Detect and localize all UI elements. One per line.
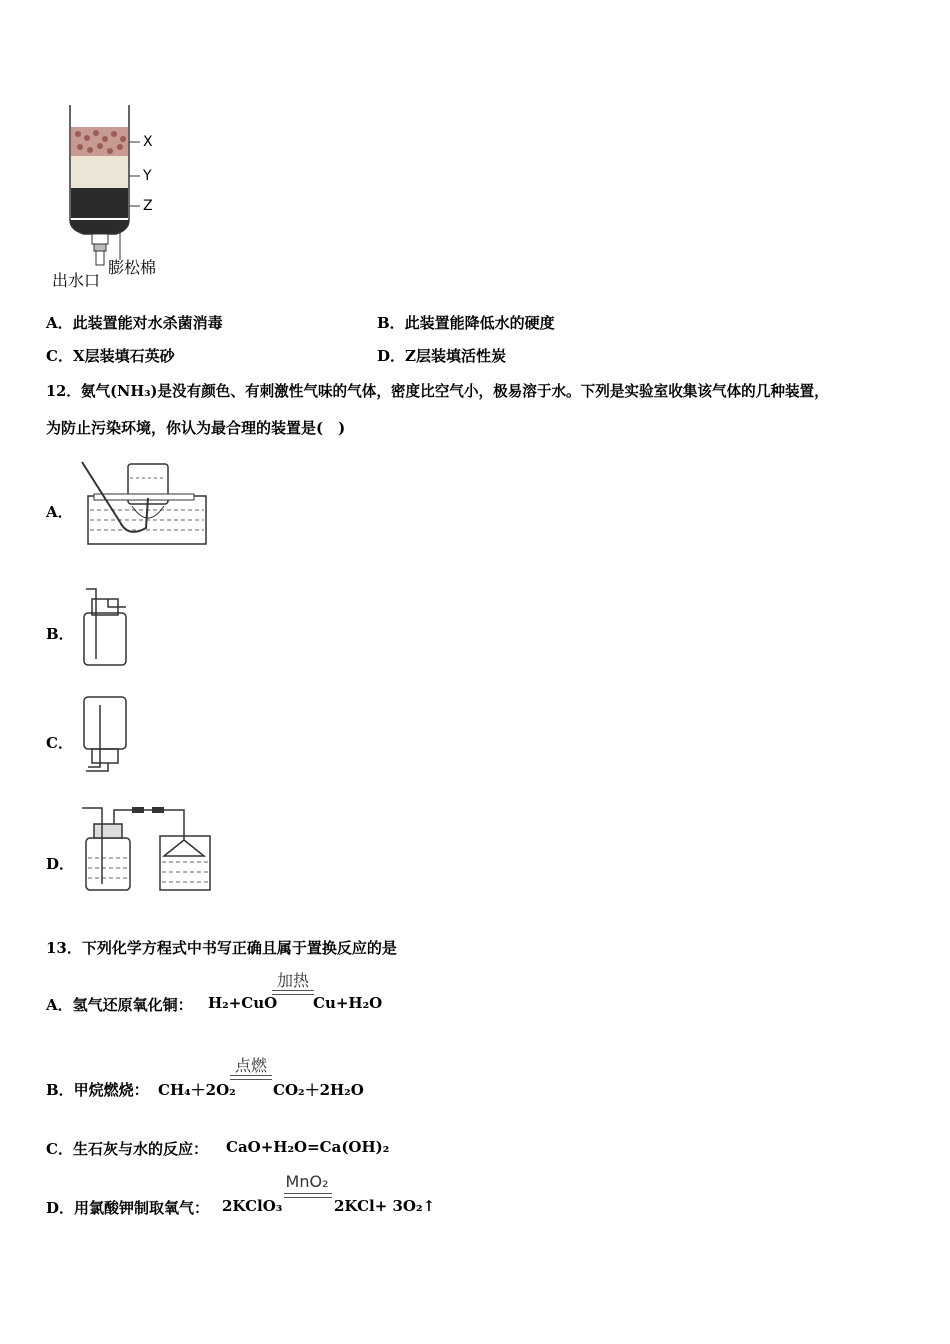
q13-c-equation: CaO+H₂O=Ca(OH)₂	[226, 1138, 390, 1156]
q13-d-left: 2KClO₃	[222, 1197, 283, 1215]
q12-option-d-label: D．	[46, 855, 75, 873]
q11-option-a: A．此装置能对水杀菌消毒	[46, 314, 223, 332]
filter-label-cotton: 膨松棉	[108, 258, 157, 277]
q13-a-right: Cu+H₂O	[313, 994, 383, 1012]
q11-option-c: C．X层装填石英砂	[46, 347, 175, 365]
q13-b-label: B．甲烷燃烧：	[46, 1081, 149, 1099]
q13-b-left: CH₄＋2O₂	[158, 1081, 236, 1099]
q12-apparatus-c	[78, 693, 138, 783]
filter-label-y: Y	[143, 168, 152, 184]
q12-apparatus-d	[80, 800, 220, 895]
q11-option-b: B．此装置能降低水的硬度	[377, 314, 555, 332]
filter-label-x: X	[143, 134, 153, 150]
q13-d-equals-sign	[284, 1193, 332, 1198]
q12-stem-line2: 为防止污染环境，你认为最合理的装置是( )	[46, 419, 346, 437]
q12-stem-line1: 12．氨气(NH₃)是没有颜色、有刺激性气味的气体，密度比空气小，极易溶于水。下列是实验室收集该气体的几种装置，	[46, 383, 829, 400]
q13-b-equals-sign	[230, 1075, 272, 1080]
q12-option-c-label: C．	[46, 734, 73, 752]
q13-d-right: 2KCl+ 3O₂↑	[334, 1197, 436, 1215]
q13-a-left: H₂+CuO	[208, 994, 278, 1012]
q13-b-right: CO₂＋2H₂O	[273, 1081, 364, 1099]
q12-option-a-label: A．	[46, 503, 73, 521]
q13-d-label: D．用氯酸钾制取氧气：	[46, 1199, 210, 1217]
filter-label-outlet: 出水口	[52, 271, 101, 290]
q13-a-label: A．氢气还原氧化铜：	[46, 996, 193, 1014]
q13-d-condition: MnO₂	[285, 1172, 329, 1191]
q11-option-d: D．Z层装填活性炭	[377, 347, 506, 365]
q12-apparatus-b	[78, 585, 138, 675]
q13-b-condition: 点燃	[234, 1056, 267, 1075]
q12-option-b-label: B．	[46, 625, 74, 643]
q13-a-condition: 加热	[276, 971, 309, 990]
q13-a-equals-sign	[272, 990, 314, 995]
filter-label-z: Z	[143, 198, 153, 214]
q12-apparatus-a	[80, 458, 210, 553]
q13-c-label: C．生石灰与水的反应：	[46, 1140, 208, 1158]
q13-stem: 13．下列化学方程式中书写正确且属于置换反应的是	[46, 939, 397, 957]
